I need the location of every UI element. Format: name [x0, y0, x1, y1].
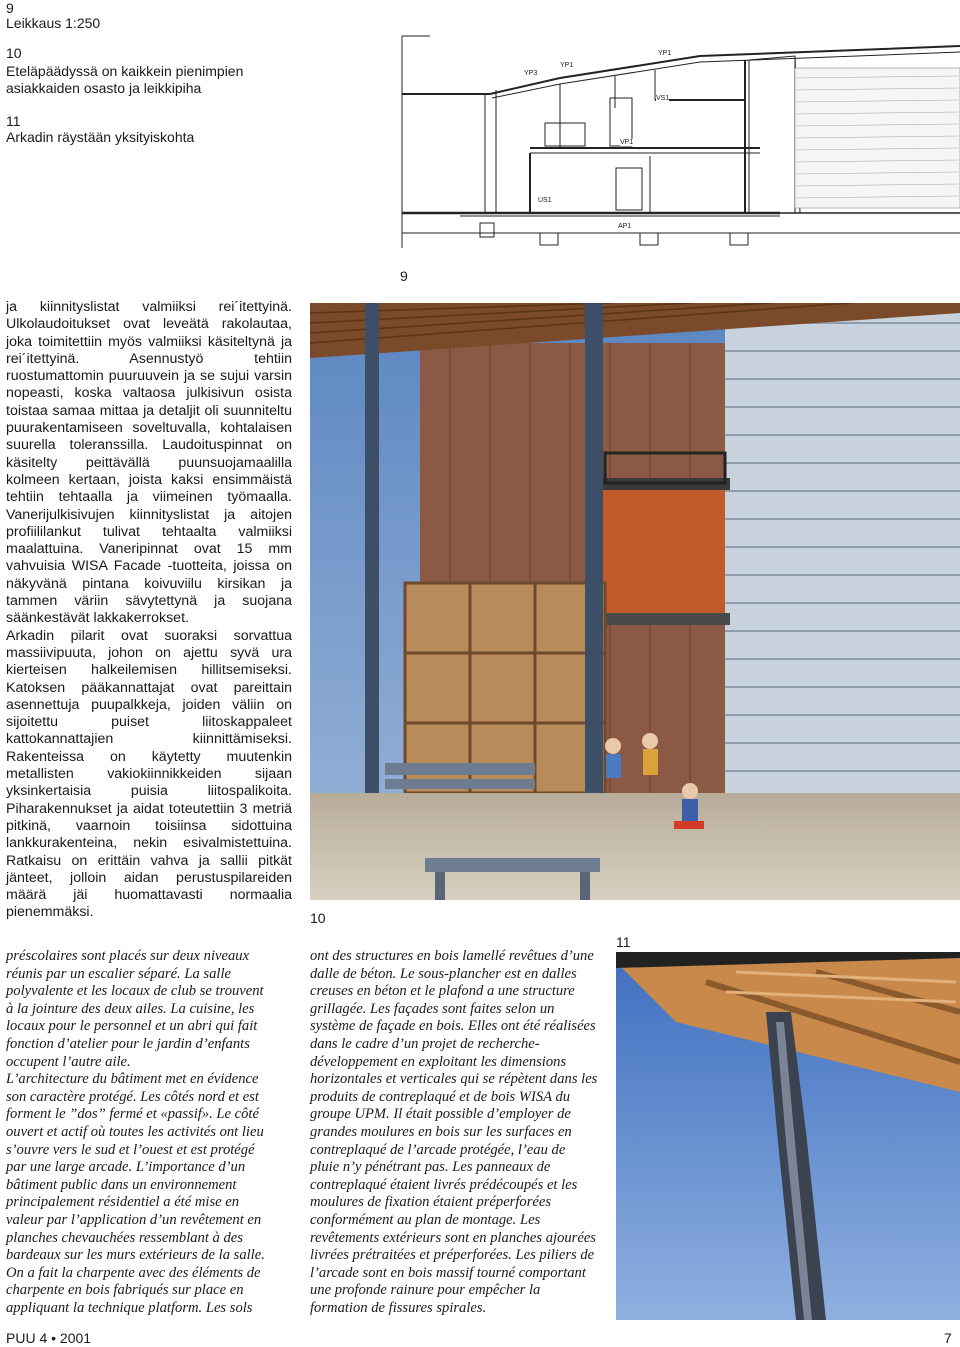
caption-10-number: 10	[6, 45, 22, 61]
caption-11-number: 11	[6, 113, 21, 129]
label-ap1: AP1	[618, 223, 632, 230]
photo-arcade-eaves-detail	[616, 952, 960, 1320]
finnish-paragraph-2: Arkadin pilarit ovat suoraksi sorvattua massiivipuuta, johon on ajettu syvä ura kierteisen halkeilemisen hillitsemiseksi. Katoksen pääkannattajat ovat pareittain asennettuja puupalkkeja, joiden väliin on sijoitettu puiset liitoskappaleet kattokannattajien kiinnittämiseksi. Rakenteissa on käytetty muutenkin metallisten vakiokiinnikkeiden sijaan yksinkertaisia puisia liitospalikoita. Piharakennukset ja aidat toteutettiin 3 metriä pitkinä, vaarnoin toisiinsa sidottuina lankkurakenteina, nekin esivalmistettuina. Ratkaisu on erittäin vahva ja sallii pitkät jänteet, jolloin aidan perustuspilareiden määrä jäi huomattavasti normaalia pienemmäksi.	[6, 627, 292, 921]
finnish-body-text	[6, 299, 292, 922]
label-vp1: VP1	[620, 139, 634, 146]
finnish-paragraph-1: ja kiinnityslistat valmiiksi rei´itettyinä. Ulkolaudoitukset ovat leveätä rakolautaa, joka toimitettiin myös valmiiksi käsiteltynä ja rei´itettyinä. Asennustyö tehtiin ruostumattomin puuruuvein ja se sujui varsin nopeasti, koska valtaosa julkisivun osista toistaa samaa mittaa ja detaljit oli suunniteltu puurakentamiseen soveltuvalla, kohtalaisen suurella toleranssilla. Laudoituspinnat on käsitelty peittävällä puunsuojamaalilla kolmeen kertaan, joista kaksi ensimmäistä tehtiin tehtaalla ja viimeinen työmaalla. Vanerijulkisivujen kiinnityslistat ja aitojen profiililankut tulivat tehtaalta valmiiksi maalattuina. Vaneripinnat ovat 15 mm vahvuisia WISA Facade -tuotteita, joissa on näkyvänä pintana koivuviilu kirsikan ja tammen väriin sävytettynä ja suojana säänkestävät lakkakerrokset.	[6, 299, 292, 627]
french-left-paragraph-2: L’architecture du bâtiment met en évidence son caractère protégé. Les côtés nord et est forment le ”dos” fermé et «passif». Le côté ouvert et actif où toutes les activités ont lieu s’ouvre vers le sud et l’ouest et est protégé par une large arcade. L’importance d’un bâtiment public dans un environnement principalement résidentiel a été mise en valeur par l’application d’un revêtement en planches chevauchées ressemblant à des bardeaux sur les murs extérieurs de la salle.	[6, 1071, 265, 1264]
french-right-paragraph-1: ont des structures en bois lamellé revêtues d’une dalle de béton. Le sous-plancher est en dalles creuses en béton et le plafond a une structure grillagée. Les façades sont faites selon un système de façade en bois. Elles ont été réalisées dans le cadre d’un projet de recherche-développement en exploitant les dimensions horizontales et verticales qui se répètent dans les produits de contreplaqué et de bois WISA du groupe UPM. Il était possible d’employer de grandes moulures en bois sur les surfaces en contreplaqué de l’arcade protégée, l’eau de pluie n’y pénétrant pas. Les panneaux de contreplaqué étaient livrés prédécoupés et les moulures de fixation étaient préperforées conformément au plan de montage. Les revêtements extérieurs sont en planches ajourées livrées prétraitées et préperforées. Les piliers de l’arcade sont en bois massif tourné comportant une profonde rainure pour empêcher la formation de fissures spirales.	[310, 948, 598, 1316]
caption-10-line-1: Eteläpäädyssä on kaikkein pienimpien	[6, 63, 244, 79]
french-left-paragraph-3: On a fait la charpente avec des éléments de charpente en bois fabriqués sur place en appliquant la technique platform. Les sols	[6, 1264, 261, 1316]
caption-10-line-2: asiakkaiden osasto ja leikkipiha	[6, 80, 202, 96]
label-yp1-left: YP1	[560, 62, 574, 69]
caption-11-text: Arkadin räystään yksityiskohta	[6, 129, 195, 145]
figure-9-number: 9	[400, 268, 408, 284]
label-yp3: YP3	[524, 70, 538, 77]
figure-10-number: 10	[310, 910, 326, 926]
caption-9-text: Leikkaus 1:250	[6, 15, 101, 31]
french-left-paragraph-1: préscolaires sont placés sur deux niveaux réunis par un escalier séparé. La salle polyvalente et les locaux de club se trouvent à la jointure des deux ailes. La cuisine, les locaux pour le personnel et un abri qui fait fonction d’atelier pour le jardin d’enfants occupent l’autre aile.	[6, 948, 264, 1070]
label-yp1-right: YP1	[658, 50, 672, 57]
caption-10-text	[6, 63, 306, 97]
label-us1: US1	[538, 197, 552, 204]
section-drawing	[400, 28, 960, 258]
footer-publication: PUU 4 • 2001	[6, 1330, 92, 1346]
french-left-column	[6, 948, 274, 1317]
page-number: 7	[944, 1330, 952, 1346]
caption-9-number: 9	[6, 0, 14, 16]
label-vs1: VS1	[656, 95, 670, 102]
photo-kindergarten-facade	[310, 303, 960, 900]
french-right-column	[310, 948, 598, 1317]
figure-11-number: 11	[616, 934, 631, 950]
